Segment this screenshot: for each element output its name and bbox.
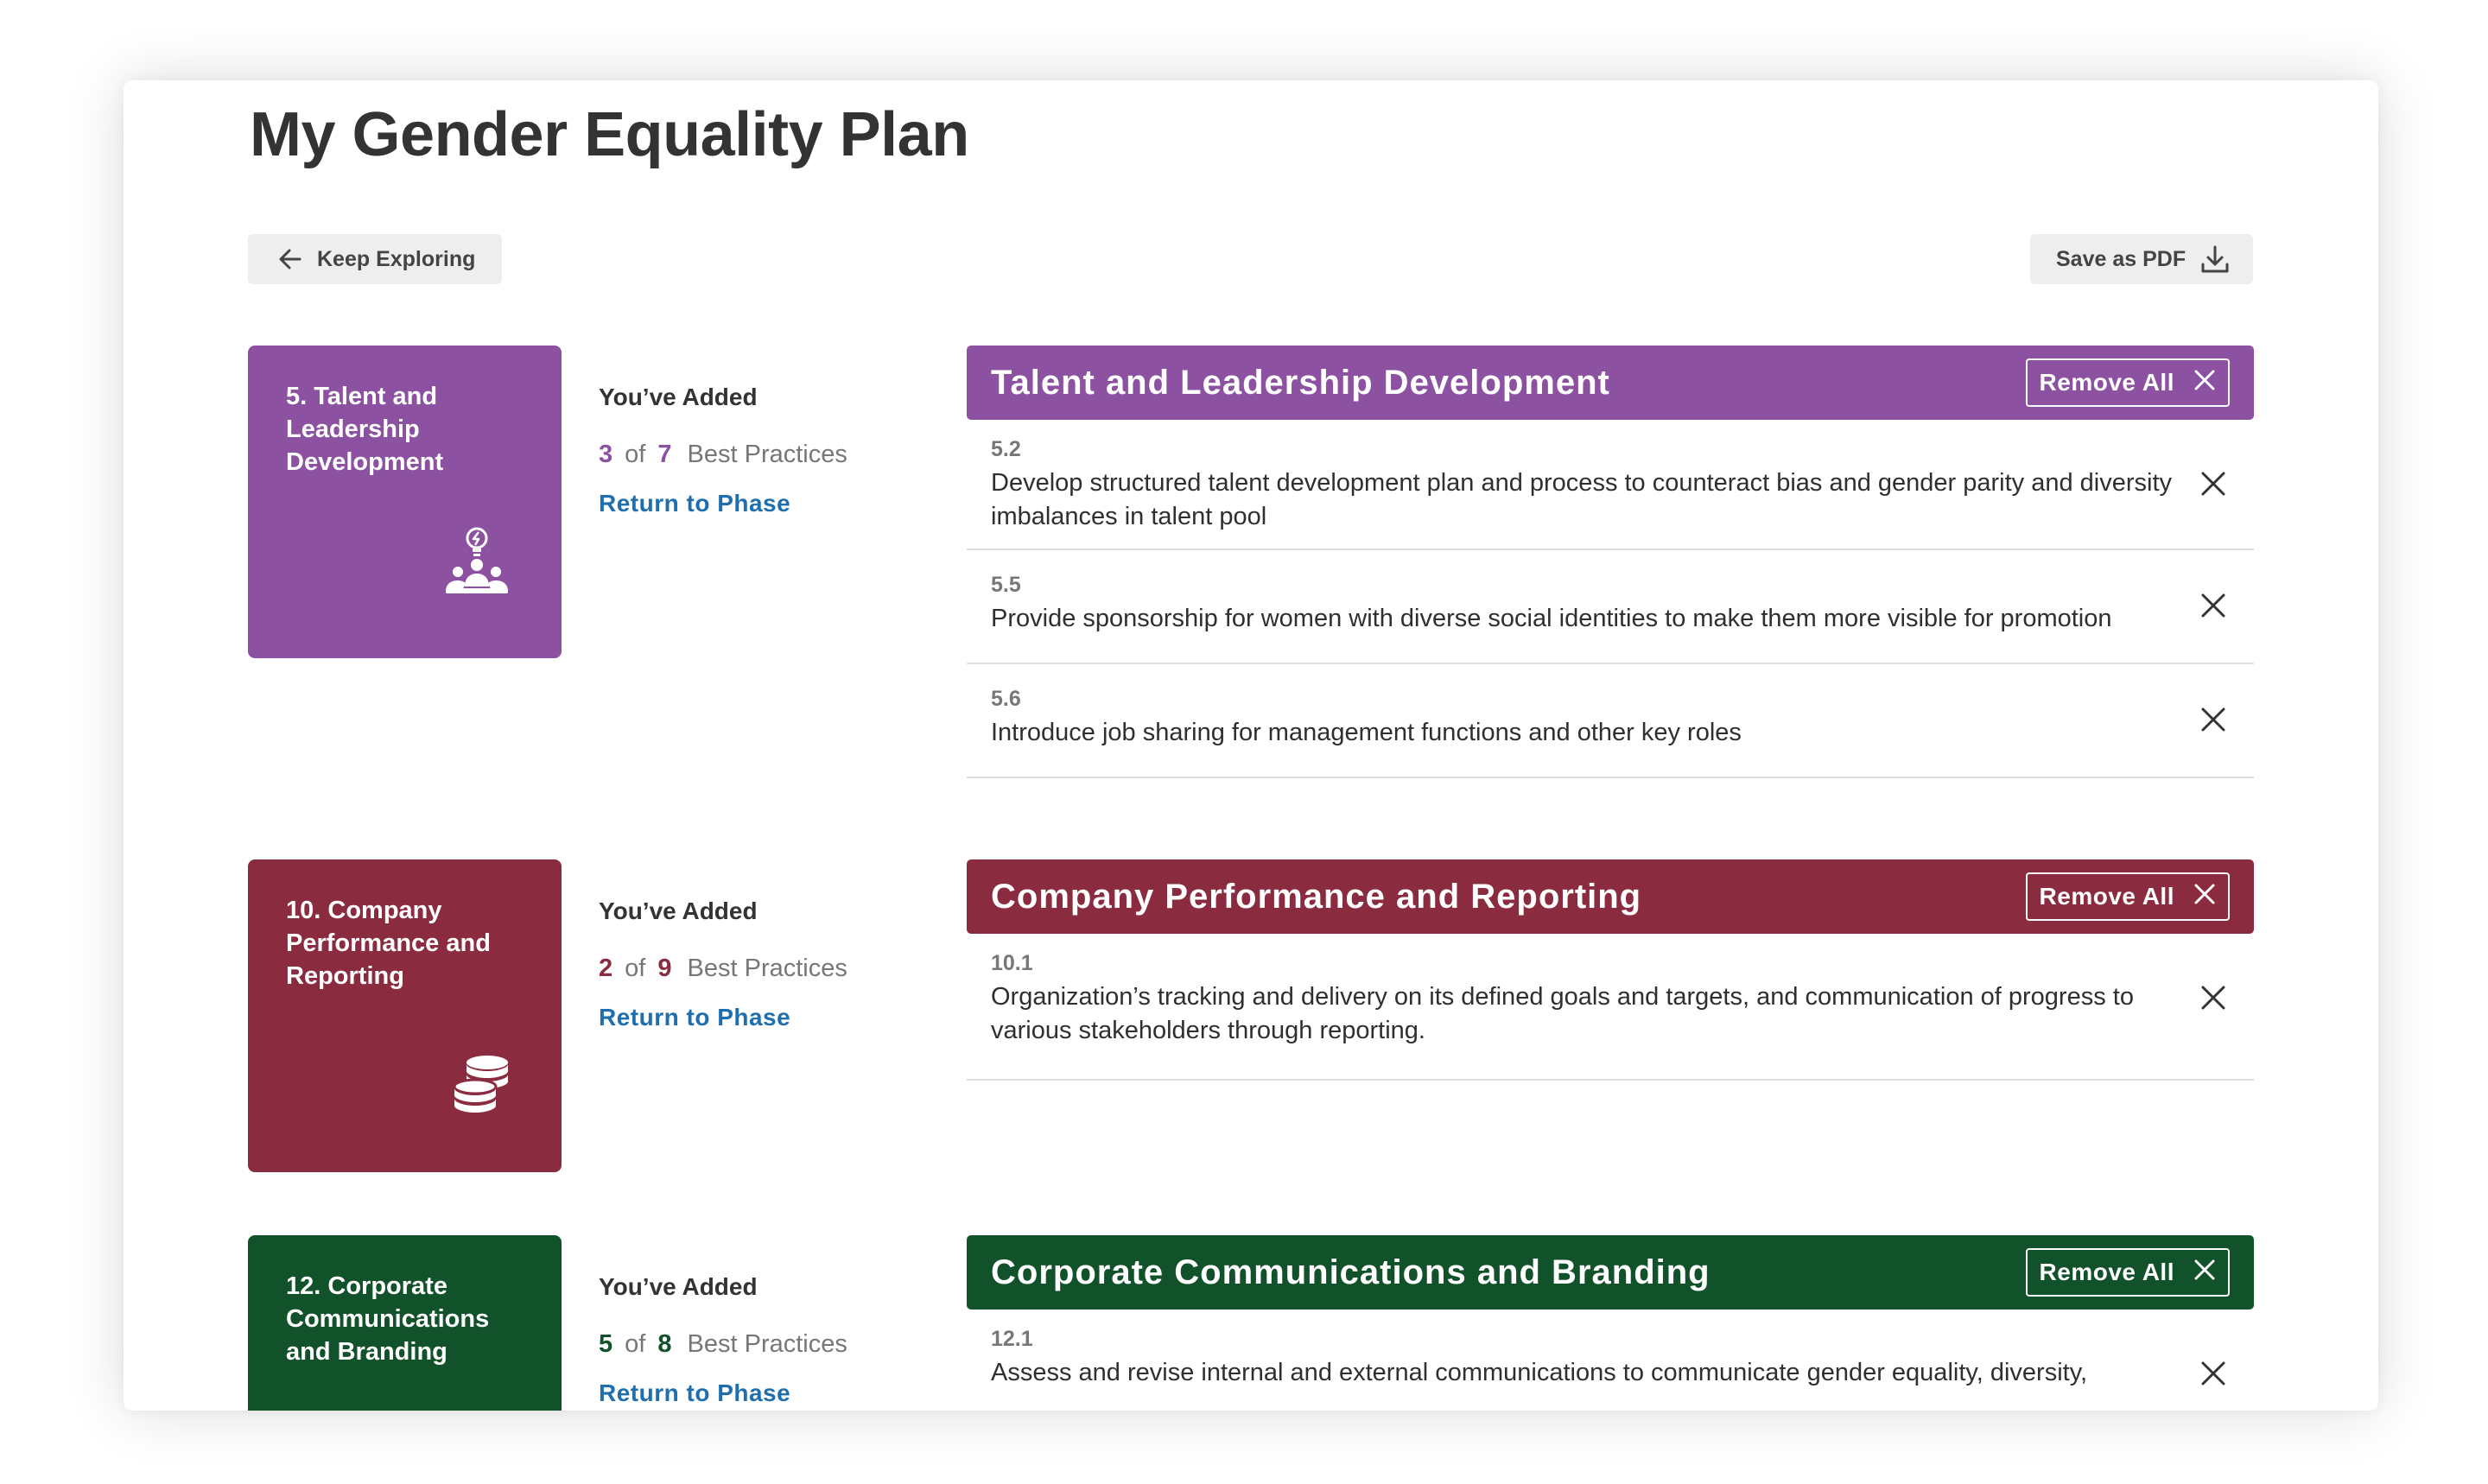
- practice-number: 5.2: [991, 437, 1021, 461]
- of-label: of: [625, 1330, 646, 1358]
- close-icon: [2193, 369, 2216, 397]
- best-practices-label: Best Practices: [687, 1330, 847, 1358]
- phase-tile[interactable]: [248, 346, 562, 658]
- remove-all-label: Remove All: [2039, 883, 2174, 910]
- coins-stack-icon: [451, 1052, 511, 1117]
- practice-text: Organization’s tracking and delivery on its defined goals and targets, and communication of progress to various stakeholders through reporting.: [991, 983, 2134, 1044]
- phase-tile[interactable]: [248, 1235, 562, 1411]
- practice-number: 5.6: [991, 687, 1021, 711]
- practice-number: 5.5: [991, 573, 1021, 597]
- phase-header-title: Talent and Leadership Development: [991, 363, 1610, 402]
- keep-exploring-button[interactable]: [248, 234, 502, 284]
- phase-tile-title: 12. Corporate Communications and Branding: [286, 1272, 490, 1366]
- practice-item: [967, 1310, 2254, 1411]
- remove-practice-close-icon[interactable]: [2200, 985, 2226, 1015]
- remove-all-button[interactable]: [2026, 872, 2230, 921]
- best-practices-label: Best Practices: [687, 441, 847, 468]
- added-summary: [599, 897, 847, 1031]
- people-lightbulb-icon: [442, 526, 511, 603]
- added-count-line: [599, 1330, 847, 1359]
- practice-number: 12.1: [991, 1327, 1033, 1351]
- phase-tile-title: 10. Company Performance and Reporting: [286, 897, 491, 990]
- close-icon: [2193, 883, 2216, 911]
- remove-practice-close-icon[interactable]: [2200, 1360, 2226, 1391]
- added-count-line: [599, 441, 847, 469]
- close-icon: [2193, 1259, 2216, 1287]
- phase-header-title: Corporate Communications and Branding: [991, 1253, 1710, 1291]
- practice-number: 10.1: [991, 951, 1033, 975]
- added-label: You’ve Added: [599, 897, 758, 924]
- added-count: 5: [599, 1330, 613, 1358]
- phase-tile[interactable]: [248, 859, 562, 1172]
- practice-item: [967, 934, 2254, 1081]
- remove-all-label: Remove All: [2039, 1259, 2174, 1285]
- added-label: You’ve Added: [599, 384, 758, 410]
- added-count: 2: [599, 954, 613, 982]
- phase-header-bar: [967, 859, 2254, 934]
- phase-header-bar: [967, 1235, 2254, 1310]
- total-count: 7: [657, 441, 672, 468]
- practice-text: Provide sponsorship for women with diverse social identities to make them more visible for promotion: [991, 605, 2112, 632]
- return-to-phase-link[interactable]: Return to Phase: [599, 490, 791, 517]
- phase-tile-title: 5. Talent and Leadership Development: [286, 383, 444, 476]
- arrow-left-icon: [277, 246, 303, 272]
- of-label: of: [625, 954, 646, 982]
- added-count-line: [599, 954, 847, 983]
- best-practices-label: Best Practices: [687, 954, 847, 982]
- added-count: 3: [599, 441, 613, 468]
- total-count: 9: [657, 954, 672, 982]
- remove-all-button[interactable]: [2026, 1248, 2230, 1297]
- phase-header-bar: [967, 346, 2254, 420]
- plan-card: [124, 80, 2378, 1411]
- keep-exploring-label: Keep Exploring: [317, 246, 476, 271]
- practice-item: [967, 550, 2254, 664]
- practice-item: [967, 664, 2254, 778]
- remove-practice-close-icon[interactable]: [2200, 593, 2226, 623]
- return-to-phase-link[interactable]: Return to Phase: [599, 1379, 791, 1406]
- save-as-pdf-label: Save as PDF: [2056, 246, 2187, 271]
- of-label: of: [625, 441, 646, 468]
- added-summary: [599, 1273, 847, 1407]
- phase-header-title: Company Performance and Reporting: [991, 877, 1642, 916]
- practice-text: Assess and revise internal and external communications to communicate gender equality, diversity,: [991, 1359, 2088, 1386]
- save-as-pdf-button[interactable]: [2030, 234, 2253, 284]
- page-title: My Gender Equality Plan: [250, 100, 969, 169]
- remove-practice-close-icon[interactable]: [2200, 707, 2226, 737]
- total-count: 8: [657, 1330, 672, 1358]
- remove-all-label: Remove All: [2039, 369, 2174, 396]
- added-summary: [599, 384, 847, 517]
- added-label: You’ve Added: [599, 1273, 758, 1300]
- return-to-phase-link[interactable]: Return to Phase: [599, 1004, 791, 1031]
- remove-practice-close-icon[interactable]: [2200, 471, 2226, 501]
- practice-text: Introduce job sharing for management functions and other key roles: [991, 719, 1742, 746]
- download-icon: [2199, 244, 2231, 275]
- practice-text: Develop structured talent development plan and process to counteract bias and gender parity and diversity imbalances in talent pool: [991, 469, 2173, 530]
- practice-item: [967, 420, 2254, 550]
- remove-all-button[interactable]: [2026, 358, 2230, 407]
